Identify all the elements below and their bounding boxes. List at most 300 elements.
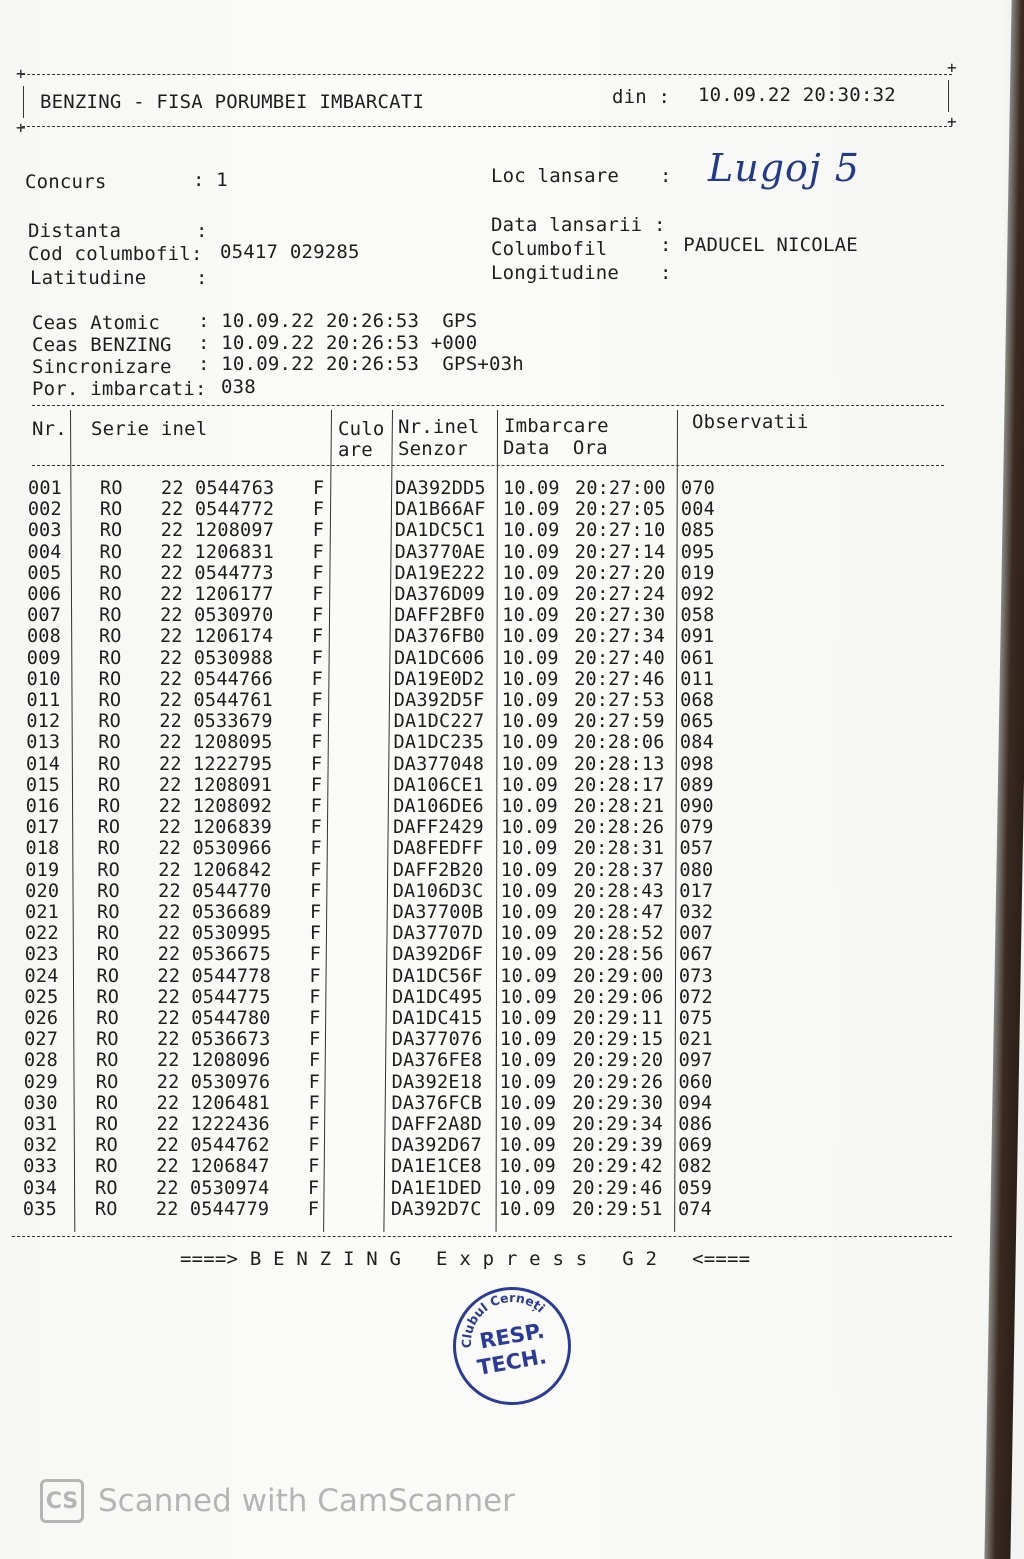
club-stamp xyxy=(453,1287,571,1405)
table-cell-an: 22 xyxy=(158,880,181,902)
table-cell-data: 10.09 xyxy=(500,965,557,987)
table-cell-data: 10.09 xyxy=(502,626,559,648)
table-cell-obs: 011 xyxy=(680,668,715,690)
table-cell-senzor: DA1E1CE8 xyxy=(391,1156,482,1178)
table-cell-sex: F xyxy=(308,1177,320,1199)
table-cell-an: 22 xyxy=(161,478,184,499)
sincronizare-value: : 10.09.22 20:26:53 GPS+03h xyxy=(198,353,524,375)
table-cell-senzor: DA106D3C xyxy=(392,880,484,902)
table-cell-ora: 20:29:26 xyxy=(572,1071,664,1093)
table-cell-sex: F xyxy=(308,1156,320,1178)
table-cell-an: 22 xyxy=(159,647,183,669)
table-cell-senzor: DA1DC606 xyxy=(394,647,485,669)
table-cell-serie: 0544770 xyxy=(192,880,272,902)
columbofil-label: Columbofil xyxy=(491,238,608,260)
table-cell-serie: 1206831 xyxy=(194,541,274,563)
table-cell-nr: 014 xyxy=(26,753,61,775)
table-cell-ora: 20:27:53 xyxy=(574,690,665,711)
table-cell-serie: 0536673 xyxy=(191,1029,271,1051)
table-cell-nr: 033 xyxy=(23,1156,58,1178)
table-cell-ora: 20:27:46 xyxy=(574,668,665,690)
table-cell-nr: 011 xyxy=(26,690,61,711)
table-cell-obs: 073 xyxy=(678,965,713,987)
table-cell-tara: RO xyxy=(95,1092,119,1114)
table-cell-ora: 20:28:52 xyxy=(573,923,664,945)
table-cell-obs: 086 xyxy=(678,1114,713,1135)
latitudine-colon: : xyxy=(196,267,208,289)
header-senzor: Senzor xyxy=(398,438,468,460)
table-cell-serie: 1222795 xyxy=(193,753,273,775)
stamp-line-1: RESP. xyxy=(477,1318,547,1354)
table-cell-nr: 034 xyxy=(23,1177,58,1199)
table-cell-data: 10.09 xyxy=(503,478,560,499)
table-cell-tara: RO xyxy=(97,838,121,860)
ceas-atomic-label: Ceas Atomic xyxy=(32,312,161,334)
table-cell-sex: F xyxy=(309,1008,321,1029)
table-cell-ora: 20:27:34 xyxy=(574,626,666,648)
table-cell-sex: F xyxy=(308,1071,321,1093)
table-cell-tara: RO xyxy=(98,711,122,733)
table-cell-serie: 1206174 xyxy=(193,626,274,648)
table-cell-serie: 0544772 xyxy=(194,499,275,521)
table-cell-data: 10.09 xyxy=(500,902,558,923)
table-cell-nr: 009 xyxy=(26,647,61,669)
table-cell-obs: 017 xyxy=(679,880,714,902)
camscanner-logo-icon: CS xyxy=(40,1479,84,1523)
loc-lansare-colon: : xyxy=(660,165,672,187)
table-cell-nr: 026 xyxy=(24,1008,59,1029)
table-cell-ora: 20:27:40 xyxy=(574,647,665,669)
table-cell-senzor: DA392DD5 xyxy=(395,478,486,499)
table-cell-tara: RO xyxy=(98,732,121,754)
table-cell-data: 10.09 xyxy=(499,1029,557,1051)
table-cell-senzor: DAFF2B20 xyxy=(392,859,484,881)
table-cell-data: 10.09 xyxy=(500,944,558,966)
table-cell-tara: RO xyxy=(97,880,120,902)
table-cell-obs: 032 xyxy=(679,902,714,923)
table-cell-an: 22 xyxy=(160,562,184,584)
svg-text:Clubul Cerneți: Clubul Cerneți xyxy=(458,1290,549,1349)
table-cell-data: 10.09 xyxy=(499,1071,557,1093)
table-cell-senzor: DA376FCB xyxy=(391,1092,483,1114)
table-cell-tara: RO xyxy=(99,605,122,627)
corner-plus: + xyxy=(16,118,26,137)
header-culoare-2: are xyxy=(338,439,373,461)
table-cell-ora: 20:28:17 xyxy=(573,774,665,796)
table-cell-an: 22 xyxy=(156,1156,179,1178)
table-cell-serie: 0544775 xyxy=(191,986,271,1008)
table-cell-tara: RO xyxy=(100,478,123,499)
table-cell-an: 22 xyxy=(160,584,183,605)
table-cell-tara: RO xyxy=(98,626,122,648)
table-cell-an: 22 xyxy=(158,774,182,796)
table-cell-sex: F xyxy=(309,986,321,1008)
table-cell-obs: 057 xyxy=(679,838,714,860)
table-cell-sex: F xyxy=(310,774,323,796)
table-cell-sex: F xyxy=(311,753,323,775)
table-cell-obs: 079 xyxy=(679,817,714,839)
table-cell-tara: RO xyxy=(99,499,123,521)
table-cell-an: 22 xyxy=(158,817,182,839)
table-cell-ora: 20:28:43 xyxy=(573,880,664,902)
table-cell-nr: 003 xyxy=(27,520,62,542)
table-cell-data: 10.09 xyxy=(500,986,557,1008)
table-cell-obs: 085 xyxy=(680,520,715,542)
table-cell-data: 10.09 xyxy=(502,520,560,542)
table-cell-an: 22 xyxy=(156,1135,180,1157)
table-cell-nr: 031 xyxy=(23,1114,58,1135)
table-cell-tara: RO xyxy=(98,753,121,775)
table-cell-ora: 20:27:05 xyxy=(574,499,666,521)
table-cell-ora: 20:28:26 xyxy=(573,817,665,839)
table-cell-senzor: DAFF2A8D xyxy=(391,1114,483,1135)
table-cell-sex: F xyxy=(311,647,324,669)
longitudine-colon: : xyxy=(660,262,672,284)
header-observatii: Observatii xyxy=(692,411,809,433)
table-cell-sex: F xyxy=(308,1114,320,1135)
table-cell-ora: 20:27:30 xyxy=(574,605,666,627)
table-cell-senzor: DA376FB0 xyxy=(394,626,485,648)
table-cell-sex: F xyxy=(312,584,324,605)
table-cell-sex: F xyxy=(309,965,321,987)
table-cell-an: 22 xyxy=(156,1050,180,1072)
table-cell-sex: F xyxy=(310,796,323,817)
table-cell-data: 10.09 xyxy=(501,796,558,817)
cod-columbofil-label: Cod columbofil: xyxy=(28,243,203,265)
table-cell-ora: 20:29:51 xyxy=(571,1198,663,1220)
table-cell-senzor: DA1B66AF xyxy=(394,499,486,521)
table-cell-serie: 0530995 xyxy=(191,923,272,945)
table-cell-serie: 0544773 xyxy=(194,562,274,584)
table-cell-senzor: DA1DC56F xyxy=(392,965,483,987)
table-cell-tara: RO xyxy=(97,902,120,923)
table-cell-obs: 091 xyxy=(680,626,715,648)
table-cell-sex: F xyxy=(311,626,324,648)
concurs-label: Concurs xyxy=(25,171,107,193)
table-cell-obs: 070 xyxy=(681,478,716,499)
table-cell-obs: 080 xyxy=(679,859,714,881)
table-cell-data: 10.09 xyxy=(501,711,559,733)
table-cell-an: 22 xyxy=(159,668,183,690)
table-cell-obs: 097 xyxy=(678,1050,713,1072)
table-cell-obs: 061 xyxy=(680,647,715,669)
ceas-atomic-value: : 10.09.22 20:26:53 GPS xyxy=(198,310,478,332)
table-cell-data: 10.09 xyxy=(502,647,559,669)
corner-plus: + xyxy=(947,58,957,77)
table-cell-data: 10.09 xyxy=(502,541,560,563)
table-bottom-rule xyxy=(12,1236,952,1237)
table-cell-tara: RO xyxy=(97,817,121,839)
table-cell-an: 22 xyxy=(158,838,182,860)
table-cell-data: 10.09 xyxy=(498,1198,556,1220)
table-cell-sex: F xyxy=(310,838,322,860)
table-cell-serie: 0530976 xyxy=(190,1071,271,1093)
table-cell-an: 22 xyxy=(159,690,183,711)
table-cell-serie: 1208096 xyxy=(190,1050,271,1072)
table-cell-an: 22 xyxy=(159,732,182,754)
table-cell-senzor: DA3770AE xyxy=(394,541,486,563)
table-cell-nr: 035 xyxy=(22,1198,57,1220)
table-cell-obs: 072 xyxy=(678,986,713,1008)
distanta-colon: : xyxy=(196,220,208,242)
table-cell-data: 10.09 xyxy=(499,1092,557,1114)
table-cell-senzor: DA376FE8 xyxy=(391,1050,483,1072)
table-cell-tara: RO xyxy=(96,965,120,987)
table-cell-serie: 0544763 xyxy=(195,478,275,499)
table-cell-data: 10.09 xyxy=(500,880,558,902)
table-cell-ora: 20:28:56 xyxy=(573,944,664,966)
table-cell-nr: 002 xyxy=(27,499,62,521)
table-cell-ora: 20:29:42 xyxy=(572,1156,663,1178)
table-cell-obs: 084 xyxy=(679,732,714,754)
table-cell-senzor: DA1DC227 xyxy=(393,711,485,733)
table-cell-data: 10.09 xyxy=(499,1114,557,1135)
table-header-rule xyxy=(32,465,944,466)
footer-banner: ====> B E N Z I N G E x p r e s s G 2 <==== xyxy=(180,1248,751,1270)
table-cell-ora: 20:28:47 xyxy=(573,902,664,923)
table-cell-obs: 094 xyxy=(678,1092,713,1114)
table-cell-serie: 0530988 xyxy=(193,647,274,669)
table-cell-nr: 008 xyxy=(26,626,61,648)
stamp-line-2: TECH. xyxy=(475,1344,549,1380)
table-cell-ora: 20:27:20 xyxy=(574,562,666,584)
table-cell-nr: 021 xyxy=(25,902,60,923)
table-cell-sex: F xyxy=(309,1029,321,1051)
header-nr: Nr. xyxy=(32,418,67,440)
table-cell-tara: RO xyxy=(94,1198,118,1220)
table-cell-sex: F xyxy=(308,1050,321,1072)
table-cell-ora: 20:29:11 xyxy=(572,1008,664,1029)
table-cell-nr: 020 xyxy=(25,880,60,902)
table-cell-sex: F xyxy=(310,859,322,881)
table-cell-nr: 010 xyxy=(26,668,61,690)
table-cell-senzor: DA377076 xyxy=(391,1029,483,1051)
porumbei-imbarcati-label: Por. imbarcati: xyxy=(32,378,207,400)
table-cell-obs: 098 xyxy=(679,753,714,775)
table-cell-tara: RO xyxy=(99,541,123,563)
table-cell-an: 22 xyxy=(160,605,183,627)
table-cell-ora: 20:29:00 xyxy=(572,965,664,987)
table-cell-tara: RO xyxy=(95,1156,118,1178)
ceas-benzing-label: Ceas BENZING xyxy=(32,334,172,356)
table-cell-ora: 20:29:39 xyxy=(572,1135,663,1157)
table-cell-ora: 20:28:31 xyxy=(573,838,665,860)
table-cell-nr: 019 xyxy=(25,859,60,881)
table-cell-senzor: DA392D7C xyxy=(390,1198,482,1220)
sincronizare-label: Sincronizare xyxy=(32,356,172,378)
table-cell-obs: 065 xyxy=(680,711,715,733)
table-cell-tara: RO xyxy=(97,796,121,817)
table-cell-senzor: DA37700B xyxy=(392,902,484,923)
table-cell-an: 22 xyxy=(160,541,184,563)
table-cell-sex: F xyxy=(310,902,322,923)
table-cell-an: 22 xyxy=(157,1029,180,1051)
table-cell-sex: F xyxy=(312,499,325,521)
table-cell-ora: 20:29:46 xyxy=(572,1177,663,1199)
table-cell-nr: 016 xyxy=(25,796,60,817)
table-cell-tara: RO xyxy=(99,562,123,584)
table-cell-sex: F xyxy=(310,880,322,902)
table-cell-nr: 001 xyxy=(28,478,63,499)
table-cell-tara: RO xyxy=(96,986,120,1008)
table-cell-serie: 0530966 xyxy=(192,838,272,860)
table-cell-sex: F xyxy=(311,668,323,690)
document-title: BENZING - FISA PORUMBEI IMBARCATI xyxy=(40,91,425,113)
table-cell-an: 22 xyxy=(155,1198,179,1220)
corner-plus: + xyxy=(16,64,26,83)
table-cell-serie: 1206842 xyxy=(192,859,272,881)
table-cell-an: 22 xyxy=(156,1071,180,1093)
table-cell-obs: 004 xyxy=(680,499,715,521)
table-cell-nr: 018 xyxy=(25,838,60,860)
table-cell-an: 22 xyxy=(157,965,181,987)
table-cell-nr: 030 xyxy=(23,1092,58,1114)
table-cell-ora: 20:29:20 xyxy=(572,1050,664,1072)
date-value: 10.09.22 20:30:32 xyxy=(698,84,896,106)
table-cell-sex: F xyxy=(312,605,324,627)
table-cell-tara: RO xyxy=(95,1177,118,1199)
table-cell-data: 10.09 xyxy=(499,1156,556,1178)
table-cell-senzor: DA1E1DED xyxy=(391,1177,482,1199)
table-cell-sex: F xyxy=(310,817,322,839)
table-cell-obs: 068 xyxy=(680,690,715,711)
table-cell-serie: 0544780 xyxy=(191,1008,271,1029)
header-right-bar xyxy=(948,80,949,112)
table-cell-senzor: DA1DC5C1 xyxy=(394,520,486,542)
table-cell-nr: 027 xyxy=(24,1029,59,1051)
table-cell-data: 10.09 xyxy=(502,499,560,521)
table-cell-nr: 029 xyxy=(23,1071,58,1093)
table-cell-sex: F xyxy=(311,732,323,754)
porumbei-imbarcati-value: 038 xyxy=(221,376,256,398)
table-cell-data: 10.09 xyxy=(502,584,560,605)
columbofil-value: : PADUCEL NICOLAE xyxy=(660,234,858,256)
table-cell-tara: RO xyxy=(95,1050,119,1072)
table-cell-serie: 1206847 xyxy=(190,1156,270,1178)
table-cell-senzor: DA19E222 xyxy=(394,562,486,584)
corner-plus: + xyxy=(947,112,957,131)
header-culoare: Culo xyxy=(338,418,385,440)
table-cell-data: 10.09 xyxy=(501,817,558,839)
table-cell-data: 10.09 xyxy=(499,1135,556,1157)
table-cell-tara: RO xyxy=(96,944,120,966)
table-cell-serie: 0544778 xyxy=(191,965,271,987)
table-cell-serie: 1208095 xyxy=(193,732,273,754)
table-cell-senzor: DA1DC415 xyxy=(392,1008,483,1029)
table-cell-senzor: DA106CE1 xyxy=(393,774,485,796)
table-cell-serie: 0533679 xyxy=(193,711,273,733)
table-cell-serie: 1208091 xyxy=(192,774,273,796)
table-cell-ora: 20:29:15 xyxy=(572,1029,664,1051)
header-left-bar xyxy=(23,86,24,118)
ceas-benzing-value: : 10.09.22 20:26:53 +000 xyxy=(198,332,478,354)
table-cell-tara: RO xyxy=(96,1029,119,1051)
table-cell-senzor: DA392D5F xyxy=(393,690,485,711)
table-cell-data: 10.09 xyxy=(500,859,558,881)
table-cell-obs: 067 xyxy=(679,944,714,966)
header-imbarcare: Imbarcare xyxy=(504,415,609,437)
table-cell-obs: 090 xyxy=(679,796,714,817)
loc-lansare-label: Loc lansare xyxy=(491,165,620,187)
table-cell-data: 10.09 xyxy=(499,1177,556,1199)
table-cell-ora: 20:27:10 xyxy=(574,520,666,542)
table-cell-nr: 023 xyxy=(24,944,59,966)
table-cell-serie: 0536675 xyxy=(191,944,272,966)
table-cell-obs: 074 xyxy=(677,1198,712,1220)
table-cell-obs: 019 xyxy=(680,562,715,584)
table-cell-nr: 017 xyxy=(25,817,60,839)
table-cell-nr: 015 xyxy=(25,774,60,796)
table-cell-ora: 20:27:24 xyxy=(574,584,666,605)
table-cell-serie: 0536689 xyxy=(192,902,272,923)
header-serie-inel: Serie inel xyxy=(91,418,208,440)
cod-columbofil-value: 05417 029285 xyxy=(220,241,360,263)
table-cell-senzor: DA1DC495 xyxy=(392,986,483,1008)
table-cell-ora: 20:28:37 xyxy=(573,859,665,881)
table-cell-data: 10.09 xyxy=(502,605,559,627)
table-cell-tara: RO xyxy=(98,647,122,669)
header-top-rule xyxy=(22,74,952,75)
table-cell-obs: 058 xyxy=(680,605,715,627)
table-cell-tara: RO xyxy=(98,668,122,690)
table-cell-serie: 1208092 xyxy=(192,796,273,817)
table-cell-data: 10.09 xyxy=(501,774,559,796)
table-cell-nr: 005 xyxy=(27,562,62,584)
table-cell-tara: RO xyxy=(97,859,120,881)
table-cell-serie: 1206481 xyxy=(190,1092,271,1114)
table-cell-data: 10.09 xyxy=(502,562,560,584)
table-cell-sex: F xyxy=(312,562,324,584)
table-cell-tara: RO xyxy=(99,584,122,605)
table-cell-nr: 006 xyxy=(27,584,62,605)
table-cell-obs: 095 xyxy=(680,541,715,563)
table-cell-sex: F xyxy=(312,520,325,542)
table-cell-tara: RO xyxy=(98,690,122,711)
table-cell-nr: 013 xyxy=(26,732,61,754)
table-cell-an: 22 xyxy=(156,1114,180,1135)
table-cell-sex: F xyxy=(308,1135,320,1157)
table-cell-obs: 059 xyxy=(678,1177,713,1199)
table-cell-senzor: DA376D09 xyxy=(394,584,486,605)
table-cell-obs: 007 xyxy=(679,923,714,945)
table-cell-nr: 004 xyxy=(27,541,62,563)
table-top-rule xyxy=(32,405,944,406)
header-bottom-rule xyxy=(22,126,952,127)
table-cell-an: 22 xyxy=(159,711,183,733)
table-cell-an: 22 xyxy=(156,1092,180,1114)
table-cell-an: 22 xyxy=(159,753,182,775)
table-cell-tara: RO xyxy=(96,1008,119,1029)
table-cell-tara: RO xyxy=(96,923,120,945)
table-cell-nr: 022 xyxy=(24,923,59,945)
table-cell-sex: F xyxy=(307,1198,320,1220)
table-cell-tara: RO xyxy=(95,1114,119,1135)
table-cell-serie: 0544762 xyxy=(190,1135,270,1157)
concurs-value: : 1 xyxy=(193,169,228,191)
table-cell-data: 10.09 xyxy=(500,1008,557,1029)
date-label: din : xyxy=(612,86,671,108)
table-cell-data: 10.09 xyxy=(499,1050,557,1072)
table-cell-senzor: DA106DE6 xyxy=(393,796,484,817)
table-cell-data: 10.09 xyxy=(501,668,559,690)
table-cell-an: 22 xyxy=(157,923,181,945)
table-cell-serie: 0544761 xyxy=(193,690,273,711)
table-cell-obs: 082 xyxy=(678,1156,713,1178)
table-cell-an: 22 xyxy=(159,626,183,648)
table-cell-nr: 012 xyxy=(26,711,61,733)
table-cell-obs: 060 xyxy=(678,1071,713,1093)
table-cell-senzor: DA392E18 xyxy=(391,1071,483,1093)
